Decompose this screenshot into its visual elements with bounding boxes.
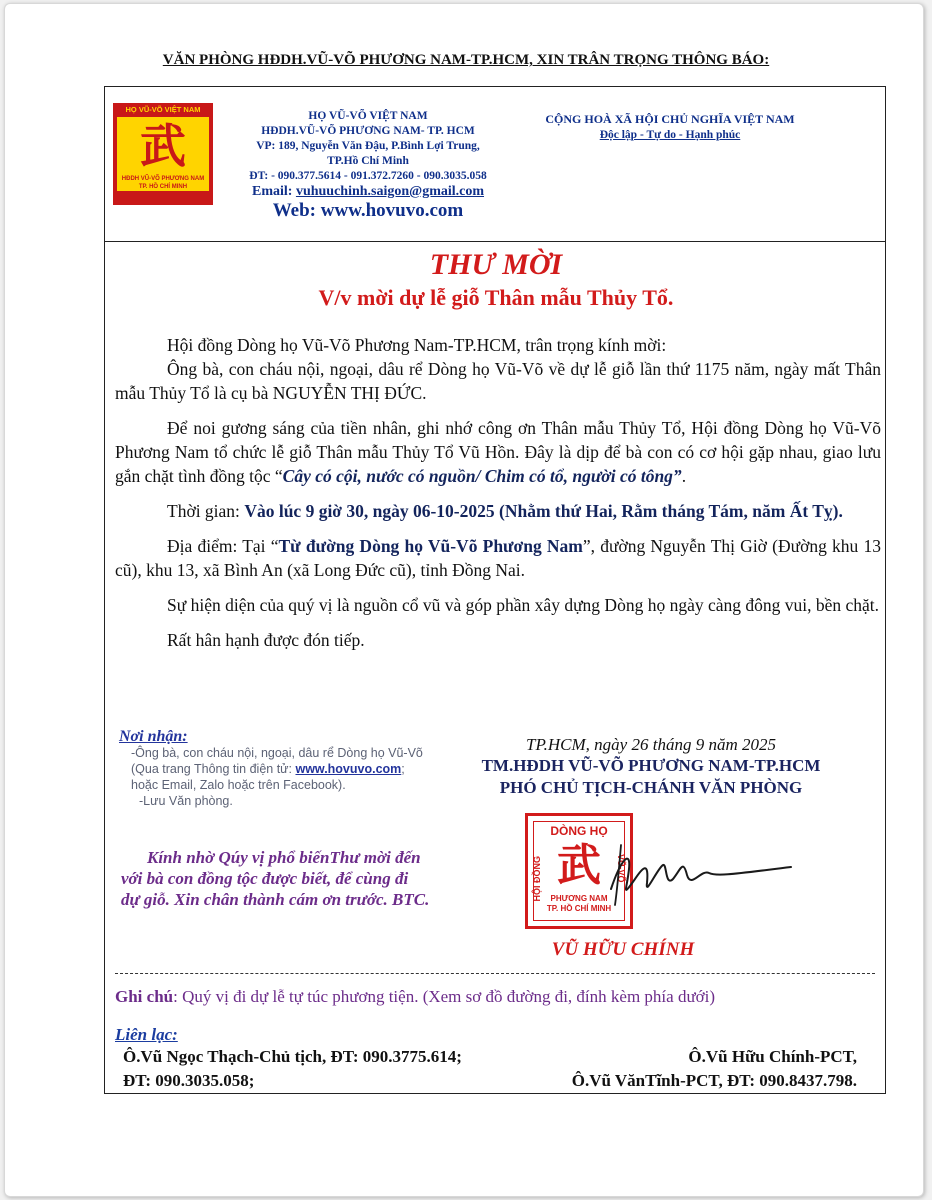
org-web[interactable]: Web: www.hovuvo.com bbox=[272, 200, 464, 221]
letter-body bbox=[115, 333, 881, 663]
org-address1: VP: 189, Nguyễn Văn Đậu, P.Bình Lợi Trung, bbox=[256, 140, 480, 152]
letter-frame bbox=[104, 86, 886, 1094]
nation-name: CỘNG HOÀ XÃ HỘI CHỦ NGHĨA VIỆT NAM bbox=[545, 112, 795, 126]
note-label: Ghi chú bbox=[115, 987, 174, 1006]
paragraph-welcome: Rất hân hạnh được đón tiếp. bbox=[167, 630, 365, 650]
recipient-item bbox=[119, 745, 431, 793]
recipient-item-text: -Ông bà, con cháu nội, ngoại, dâu rể Dòng họ Vũ-Võ (Qua trang Thông tin điện tử: bbox=[131, 746, 423, 776]
header-divider bbox=[105, 241, 885, 242]
recipient-item-text-end: ; hoặc Email, Zalo hoặc trên Facebook). bbox=[131, 762, 405, 792]
email-label: Email: bbox=[251, 184, 293, 199]
logo-inner bbox=[117, 117, 209, 191]
letter-title: THƯ MỜI bbox=[429, 248, 563, 281]
note-line bbox=[115, 987, 885, 1007]
paragraph-location bbox=[115, 534, 881, 582]
paragraph-purpose bbox=[115, 416, 881, 488]
note-text: : Quý vị đi dự lễ tự túc phương tiện. (Xem sơ đồ đường đi, đính kèm phía dưới) bbox=[173, 987, 716, 1006]
logo-bottom-line2: TP. HỒ CHÍ MINH bbox=[138, 184, 188, 190]
paragraph-intro: Hội đồng Dòng họ Vũ-Võ Phương Nam-TP.HCM, trân trọng kính mời: bbox=[167, 335, 667, 355]
proverb-quote: Cây có cội, nước có nguồn/ Chim có tổ, người có tông” bbox=[282, 466, 682, 486]
handwritten-signature bbox=[591, 839, 801, 909]
sign-date: TP.HCM, ngày 26 tháng 9 năm 2025 bbox=[526, 735, 776, 754]
clan-logo bbox=[113, 103, 213, 205]
recipients-label: Nơi nhận: bbox=[119, 728, 188, 745]
website-link[interactable]: www.hovuvo.com bbox=[295, 762, 402, 776]
contact-2: Ô.Vũ Hữu Chính-PCT, bbox=[688, 1047, 857, 1066]
organization-header bbox=[223, 109, 513, 223]
top-notice: VĂN PHÒNG HĐDH.VŨ-VÕ PHƯƠNG NAM-TP.HCM, XIN TRÂN TRỌNG THÔNG BÁO: bbox=[162, 52, 770, 68]
time-label: Thời gian: bbox=[167, 501, 245, 521]
dissemination-request: Kính nhờ Qúy vị phổ biếnThư mời đến với bà con đồng tộc được biết, để cùng đi dự giỗ. Xin chân thành cám ơn trước. BTC. bbox=[121, 848, 430, 909]
seal-top-text: DÒNG HỌ bbox=[550, 824, 608, 838]
signer-name: VŨ HỮU CHÍNH bbox=[551, 939, 695, 960]
org-address2: TP.Hồ Chí Minh bbox=[327, 155, 409, 167]
contact-1-phone: ĐT: 090.3035.058; bbox=[123, 1071, 255, 1090]
org-phone: ĐT: - 090.377.5614 - 091.372.7260 - 090.3035.058 bbox=[249, 170, 487, 182]
recipients-block bbox=[119, 729, 431, 809]
logo-bottom-text bbox=[117, 175, 209, 191]
dashed-divider bbox=[115, 973, 875, 974]
recipient-archive: -Lưu Văn phòng. bbox=[139, 794, 233, 808]
national-header bbox=[515, 111, 825, 143]
location-rest: ”, đường Nguyễn Thị Giờ (Đường khu 13 cũ), khu 13, xã Bình An (xã Long Đức cũ), tỉnh Đồng Nai. bbox=[115, 536, 881, 580]
seal-character: 武 bbox=[557, 841, 601, 890]
org-line2: HĐDH.VŨ-VÕ PHƯƠNG NAM- TP. HCM bbox=[261, 125, 475, 137]
paragraph-presence: Sự hiện diện của quý vị là nguồn cổ vũ và góp phần xây dựng Dòng họ ngày càng đông vui, bền chặt. bbox=[167, 595, 880, 615]
seal-right-text: VŨ-VÕ bbox=[616, 854, 626, 883]
logo-character: 武 bbox=[140, 121, 186, 172]
purpose-text: Để noi gương sáng của tiền nhân, ghi nhớ công ơn Thân mẫu Thủy Tổ, Hội đồng Dòng họ Vũ-Võ Phương Nam tổ chức lễ giỗ Thân mẫu Thủy Tổ Vũ Hồn. Đây là dịp để bà con có cơ hội gặp nhau, giao lưu gắn chặt tình đồng tộc “ bbox=[115, 418, 881, 486]
purpose-end: . bbox=[681, 466, 687, 486]
location-place: Từ đường Dòng họ Vũ-Võ Phương Nam bbox=[278, 536, 583, 556]
paragraph-time bbox=[115, 499, 881, 523]
logo-top-text: HỌ VŨ-VÕ VIỆT NAM bbox=[125, 105, 201, 114]
contact-1: Ô.Vũ Ngọc Thạch-Chủ tịch, ĐT: 090.3775.614; bbox=[123, 1047, 462, 1066]
sign-org: TM.HĐDH VŨ-VÕ PHƯƠNG NAM-TP.HCM bbox=[481, 756, 821, 775]
sign-role: PHÓ CHỦ TỊCH-CHÁNH VĂN PHÒNG bbox=[499, 778, 803, 797]
seal-bottom-line2: TP. HỒ CHÍ MINH bbox=[546, 904, 612, 913]
paragraph-invitees: Ông bà, con cháu nội, ngoại, dâu rể Dòng họ Vũ-Võ về dự lễ giỗ lần thứ 1175 năm, ngày mất Thân mẫu Thủy Tổ là cụ bà NGUYỄN THỊ ĐỨC. bbox=[115, 359, 881, 403]
org-email-row bbox=[223, 184, 513, 199]
seal-left-text: HỘI ĐỒNG bbox=[532, 856, 542, 902]
org-line1: HỌ VŨ-VÕ VIỆT NAM bbox=[308, 110, 428, 122]
seal-bottom-line1: PHƯƠNG NAM bbox=[550, 894, 608, 903]
time-value: Vào lúc 9 giờ 30, ngày 06-10-2025 (Nhằm thứ Hai, Rằm tháng Tám, năm Ất Tỵ). bbox=[244, 501, 843, 521]
location-label: Địa điểm: Tại “ bbox=[167, 536, 279, 556]
logo-bottom-line1: HĐDH VŨ-VÕ PHƯƠNG NAM bbox=[121, 176, 205, 182]
signature-block bbox=[431, 735, 871, 799]
contacts-label: Liên lạc: bbox=[115, 1025, 178, 1044]
nation-motto: Độc lập - Tự do - Hạnh phúc bbox=[599, 129, 741, 141]
email-link[interactable]: vuhuuchinh.saigon@gmail.com bbox=[295, 184, 485, 199]
letter-subtitle: V/v mời dự lễ giỗ Thân mẫu Thủy Tổ. bbox=[318, 285, 674, 310]
contact-3: Ô.Vũ VănTĩnh-PCT, ĐT: 090.8437.798. bbox=[571, 1071, 857, 1090]
